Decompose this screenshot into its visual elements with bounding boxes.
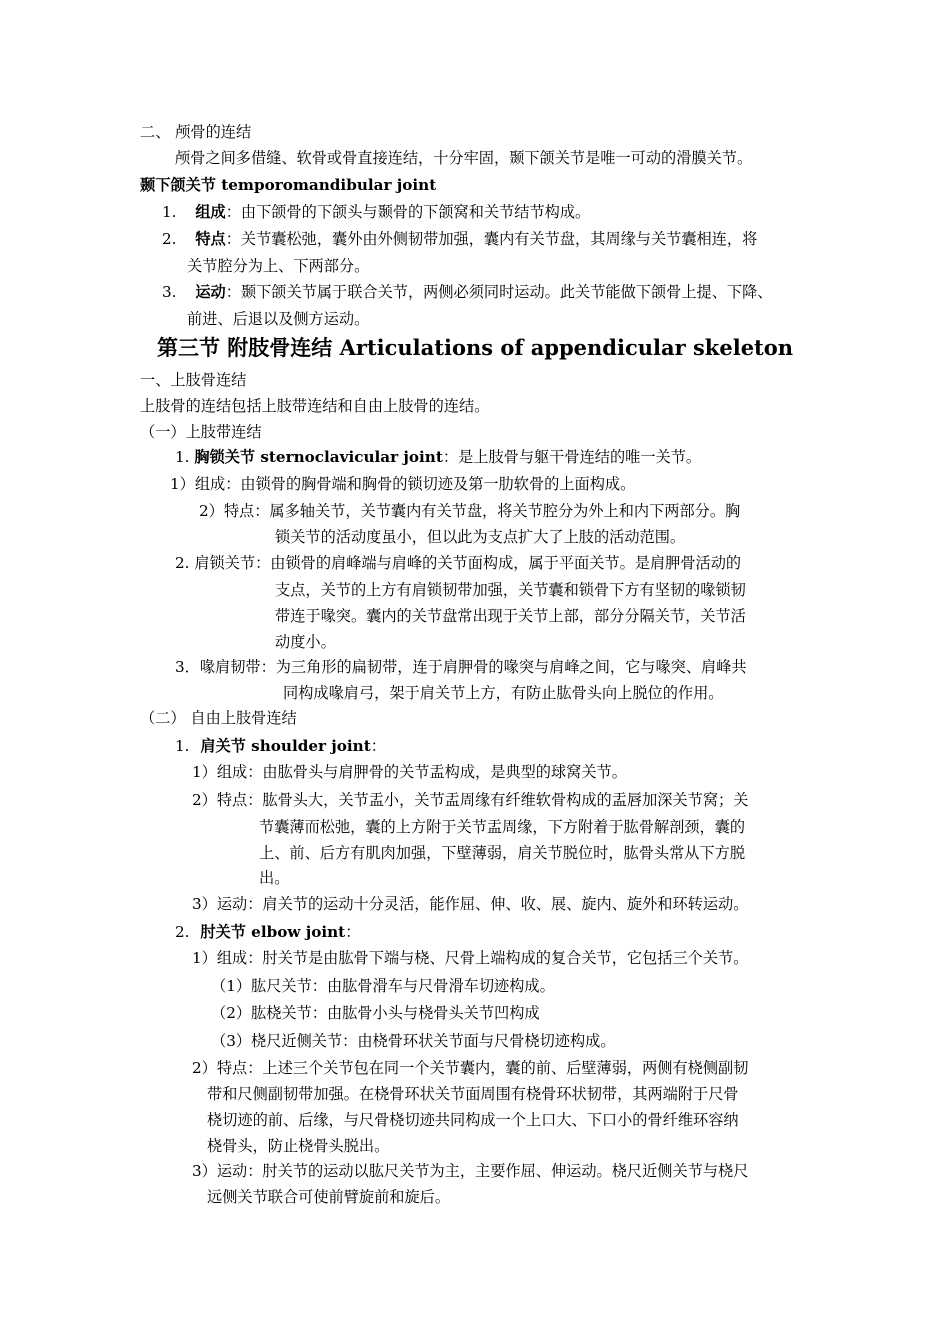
list-text: 颞下颌关节属于联合关节，两侧必须同时运动。此关节能做下颌骨上提、下降、 [240,283,773,301]
list-item [162,229,757,249]
paragraph-continued: 同构成喙肩弓，架于肩关节上方，有防止肱骨头向上脱位的作用。 [283,684,724,702]
section-heading: 第三节 附肢骨连结 Articulations of appendicular skeleton [156,335,794,360]
paragraph: 3）运动：肘关节的运动以肱尺关节为主，主要作屈、伸运动。桡尺近侧关节与桡尺 [192,1162,749,1180]
paragraph: 2. 肩锁关节：由锁骨的肩峰端与肩峰的关节面构成，属于平面关节。是肩胛骨活动的 [175,554,742,572]
subsection-title: （一）上肢带连结 [140,423,262,441]
paragraph: 3．喙肩韧带：为三角形的扁韧带，连于肩胛骨的喙突与肩峰之间，它与喙突、肩峰共 [175,658,747,676]
subheading: 颞下颌关节 temporomandibular joint [140,176,437,194]
joint-colon: ： [345,923,361,941]
paragraph-continued: 支点，关节的上方有肩锁韧带加强，关节囊和锁骨下方有坚韧的喙锁韧 [275,581,746,599]
paragraph-continued: 动度小。 [275,633,336,651]
subsection-title: （二） 自由上肢骨连结 [140,709,297,727]
joint-number: 2. [175,923,190,941]
list-text-continued: 关节腔分为上、下两部分。 [187,257,370,275]
joint-name: 肩关节 shoulder joint [200,737,371,755]
paragraph: 2）特点：上述三个关节包在同一个关节囊内，囊的前、后壁薄弱，两侧有桡侧副韧 [192,1059,749,1077]
joint-name: 胸锁关节 sternoclavicular joint [194,448,443,466]
list-text-continued: 前进、后退以及侧方运动。 [187,310,370,328]
joint-entry [175,922,360,942]
paragraph: 1）组成：由锁骨的胸骨端和胸骨的锁切迹及第一肋软骨的上面构成。 [170,475,636,493]
paragraph: 上肢骨的连结包括上肢带连结和自由上肢骨的连结。 [140,397,490,415]
paragraph: 1）组成：由肱骨头与肩胛骨的关节盂构成，是典型的球窝关节。 [192,763,627,781]
list-colon: ： [225,230,241,248]
joint-number: 1. [175,448,195,466]
paragraph: 1）组成：肘关节是由肱骨下端与桡、尺骨上端构成的复合关节，它包括三个关节。 [192,949,749,967]
list-item [162,282,772,302]
list-colon: ： [225,283,241,301]
paragraph-continued: 带和尺侧副韧带加强。在桡骨环状关节面周围有桡骨环状韧带，其两端附于尺骨 [207,1085,739,1103]
sub-item: （1）肱尺关节：由肱骨滑车与尺骨滑车切迹构成。 [211,977,555,995]
joint-colon: ： [370,737,386,755]
sub-item: （2）肱桡关节：由肱骨小头与桡骨头关节凹构成 [211,1004,540,1022]
list-colon: ： [225,203,241,221]
section-title: 二、 颅骨的连结 [140,123,252,141]
paragraph-continued: 上、前、后方有肌肉加强，下壁薄弱，肩关节脱位时，肱骨头常从下方脱 [259,844,745,862]
joint-number: 1. [175,737,190,755]
list-item [162,202,590,222]
list-label: 组成 [195,203,226,221]
joint-name: 肘关节 elbow joint [200,923,346,941]
list-number: 1. [162,203,177,221]
paragraph-continued: 锁关节的活动度虽小，但以此为支点扩大了上肢的活动范围。 [275,528,686,546]
list-text: 关节囊松弛，囊外由外侧韧带加强，囊内有关节盘，其周缘与关节囊相连，将 [240,230,758,248]
paragraph-continued: 节囊薄而松弛，囊的上方附于关节盂周缘，下方附着于肱骨解剖颈，囊的 [259,818,745,836]
paragraph: 2）特点：肱骨头大，关节盂小，关节盂周缘有纤维软骨构成的盂唇加深关节窝；关 [192,791,749,809]
section-title: 一、上肢骨连结 [140,371,247,389]
paragraph-continued: 桡骨头，防止桡骨头脱出。 [207,1137,390,1155]
list-label: 特点 [195,230,226,248]
sub-item: （3）桡尺近侧关节：由桡骨环状关节面与尺骨桡切迹构成。 [211,1032,616,1050]
joint-entry [175,447,701,467]
paragraph-continued: 桡切迹的前、后缘，与尺骨桡切迹共同构成一个上口大、下口小的骨纤维环容纳 [207,1111,739,1129]
paragraph-continued: 带连于喙突。囊内的关节盘常出现于关节上部，部分分隔关节，关节活 [275,607,746,625]
list-number: 2. [162,230,177,248]
paragraph-continued: 出。 [259,869,290,887]
paragraph-continued: 远侧关节联合可使前臂旋前和旋后。 [207,1188,450,1206]
paragraph: 3）运动：肩关节的运动十分灵活，能作屈、伸、收、展、旋内、旋外和环转运动。 [192,895,749,913]
paragraph: 颅骨之间多借缝、软骨或骨直接连结，十分牢固，颞下颌关节是唯一可动的滑膜关节。 [175,149,753,167]
list-label: 运动 [195,283,226,301]
paragraph: 2）特点：属多轴关节，关节囊内有关节盘，将关节腔分为外上和内下两部分。胸 [199,502,741,520]
joint-description: ：是上肢骨与躯干骨连结的唯一关节。 [442,448,702,466]
list-text: 由下颌骨的下颌头与颞骨的下颌窝和关节结节构成。 [240,203,591,221]
list-number: 3. [162,283,177,301]
joint-entry [175,736,386,756]
